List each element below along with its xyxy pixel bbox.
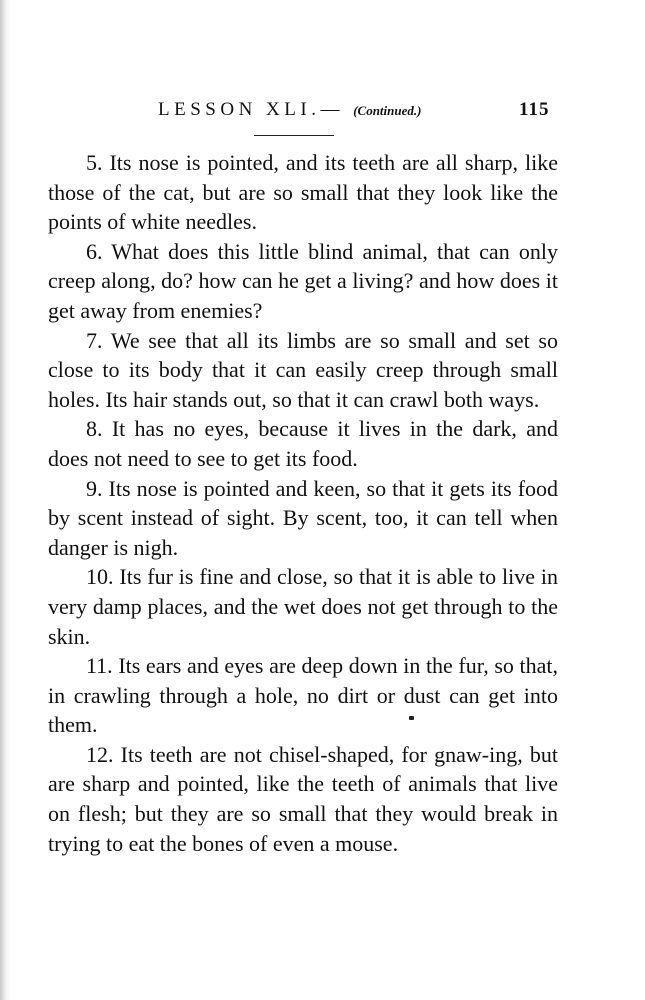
paragraph-number: 10. [86,564,114,590]
paragraph-number: 9. [86,475,103,501]
page-gutter-shadow [0,0,10,1000]
lesson-body [48,148,558,858]
paragraph-number: 7. [86,327,103,353]
paragraph-text: Its teeth are not chisel-shaped, for gnaw-ing, but are sharp and pointed, like the teeth of animals that live on flesh; but they are so small that they would break in trying to eat the bones of even a mouse. [48,741,559,856]
running-header [0,99,645,129]
lesson-title: LESSON XLI.— [158,99,344,120]
paragraph-12 [48,740,558,858]
paragraph-8 [48,414,558,473]
paragraph-text: Its fur is fine and close, so that it is able to live in very damp places, and the wet does not get through to the skin. [48,564,558,649]
paragraph-text: We see that all its limbs are so small and set so close to its body that it can easily creep through small holes. Its hair stands out, so that it can crawl both ways. [48,327,558,412]
paragraph-number: 11. [86,653,113,679]
header-rule [254,135,334,136]
paragraph-6 [48,237,558,326]
paragraph-text: It has no eyes, because it lives in the dark, and does not need to see to get its food. [48,416,558,471]
paragraph-number: 12. [86,741,114,767]
paragraph-number: 8. [86,416,103,442]
paragraph-9 [48,474,558,563]
paragraph-text: Its nose is pointed and keen, so that it gets its food by scent instead of sight. By scent, too, it can tell when danger is nigh. [48,475,559,560]
paragraph-number: 5. [86,150,103,175]
page-number: 115 [519,99,550,120]
paragraph-7 [48,326,558,415]
paragraph-11 [48,651,558,740]
paragraph-text: What does this little blind animal, that can only creep along, do? how can he get a living? and how does it get away from enemies? [48,238,558,323]
paragraph-text: Its ears and eyes are deep down in the fur, so that, in crawling through a hole, no dirt or dust can get into them. [48,653,559,738]
header-continued: (Continued.) [353,103,422,118]
paragraph-number: 6. [86,238,103,264]
ink-speck [409,716,414,720]
paragraph-10 [48,562,558,651]
header-title [158,99,421,121]
paragraph-5 [48,148,558,237]
paragraph-text: Its nose is pointed, and its teeth are all sharp, like those of the cat, but are so small that they look like the points of white needles. [48,150,559,235]
